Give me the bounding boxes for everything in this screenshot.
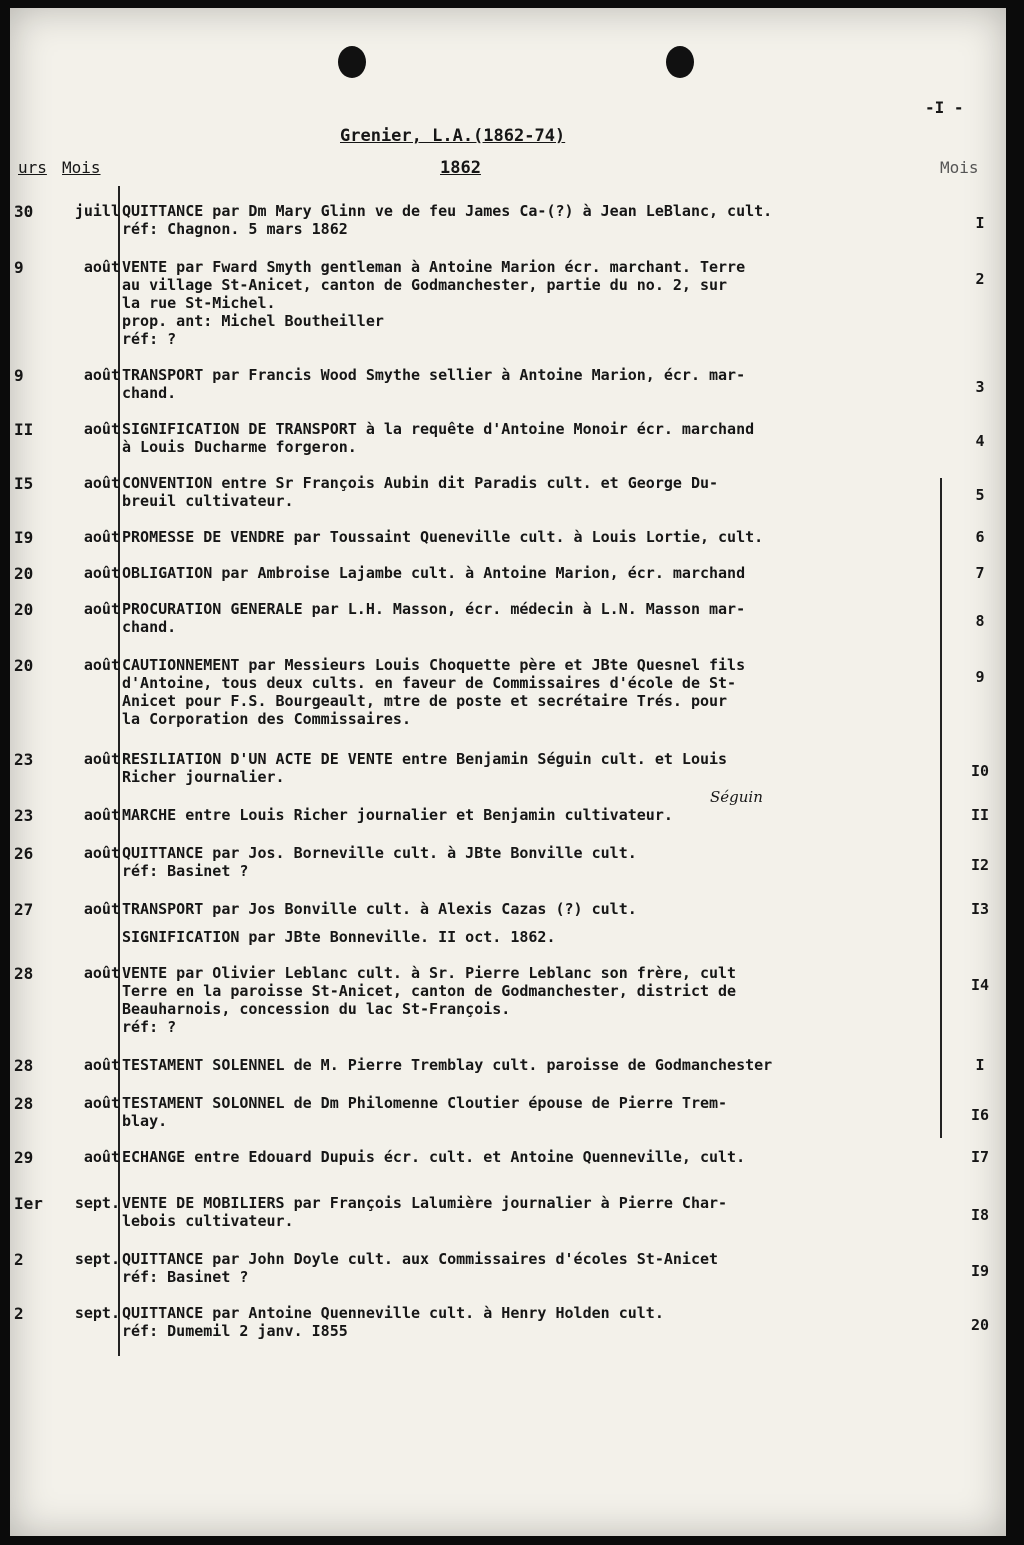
entry-description: CAUTIONNEMENT par Messieurs Louis Choquette père et JBte Quesnel fils d'Antoine, tous deux cults. en faveur de Commissaires d'école de St- Anicet pour F.S. Bourgeault, mtre de poste et secrétaire Trés. pour la Corporation des Commissaires.	[122, 656, 746, 728]
entry-description: SIGNIFICATION DE TRANSPORT à la requête d'Antoine Monoir écr. marchand à Louis Ducharme forgeron.	[122, 420, 755, 456]
entry-month: août	[83, 1094, 120, 1112]
entry-month: août	[83, 474, 120, 492]
entry-number: I7	[970, 1148, 990, 1166]
entry-description: ECHANGE entre Edouard Dupuis écr. cult. et Antoine Quenneville, cult.	[122, 1148, 746, 1166]
entry-day: 2	[14, 1304, 24, 1323]
entry-description: VENTE par Olivier Leblanc cult. à Sr. Pierre Leblanc son frère, cult Terre en la paroisse St-Anicet, canton de Godmanchester, district de Beauharnois, concession du lac St-François. réf: ?	[122, 964, 737, 1036]
entry-description: VENTE par Fward Smyth gentleman à Antoine Marion écr. marchant. Terre au village St-Anicet, canton de Godmanchester, partie du no. 2, sur la rue St-Michel. prop. ant: Michel Boutheiller réf: ?	[122, 258, 746, 348]
entry-description: TRANSPORT par Jos Bonville cult. à Alexis Cazas (?) cult.	[122, 900, 637, 918]
entry-number: I	[975, 214, 985, 232]
entry-description: QUITTANCE par Antoine Quenneville cult. à Henry Holden cult. réf: Dumemil 2 janv. I855	[122, 1304, 664, 1340]
entry-month: août	[83, 600, 120, 618]
entry-number: I2	[970, 856, 990, 874]
entry-description: PROCURATION GENERALE par L.H. Masson, écr. médecin à L.N. Masson mar- chand.	[122, 600, 746, 636]
entry-day: 9	[14, 366, 24, 385]
entry-month: août	[83, 656, 120, 674]
entry-day: 26	[14, 844, 34, 863]
entry-description: QUITTANCE par Jos. Borneville cult. à JBte Bonville cult. réf: Basinet ?	[122, 844, 637, 880]
entry-number: II	[970, 806, 990, 824]
entry-number: I9	[970, 1262, 990, 1280]
entry-number: 20	[970, 1316, 990, 1334]
document-page	[10, 8, 1006, 1536]
page-number: -I -	[925, 98, 964, 117]
entry-month: sept.	[74, 1194, 120, 1212]
entry-month: août	[83, 1056, 120, 1074]
entry-month: août	[83, 1148, 120, 1166]
column-rule	[118, 186, 120, 1356]
entry-number: I4	[970, 976, 990, 994]
entry-day: 30	[14, 202, 34, 221]
entry-description: QUITTANCE par John Doyle cult. aux Commissaires d'écoles St-Anicet réf: Basinet ?	[122, 1250, 719, 1286]
entry-month: sept.	[74, 1250, 120, 1268]
entry-number: I0	[970, 762, 990, 780]
entry-number: 2	[975, 270, 985, 288]
entry-number: 4	[975, 432, 985, 450]
entry-day: 20	[14, 600, 34, 619]
entry-day: 23	[14, 750, 34, 769]
entry-description: CONVENTION entre Sr François Aubin dit Paradis cult. et George Du- breuil cultivateur.	[122, 474, 719, 510]
entry-month: août	[83, 420, 120, 438]
entry-description: VENTE DE MOBILIERS par François Lalumière journalier à Pierre Char- lebois cultivateur.	[122, 1194, 728, 1230]
entry-number: 6	[975, 528, 985, 546]
entry-month: juill	[74, 202, 120, 220]
entry-day: 28	[14, 1094, 34, 1113]
entry-day: 2	[14, 1250, 24, 1269]
entry-month: août	[83, 844, 120, 862]
entry-description: TESTAMENT SOLONNEL de Dm Philomenne Cloutier épouse de Pierre Trem- blay.	[122, 1094, 728, 1130]
entry-number: 3	[975, 378, 985, 396]
header-jours: urs	[18, 158, 47, 177]
header-right: Mois	[940, 158, 979, 177]
entry-description: TESTAMENT SOLENNEL de M. Pierre Tremblay cult. paroisse de Godmanchester	[122, 1056, 773, 1074]
entry-day: 23	[14, 806, 34, 825]
entry-day: 28	[14, 964, 34, 983]
entry-month: août	[83, 750, 120, 768]
entry-day: 28	[14, 1056, 34, 1075]
entry-day: I5	[14, 474, 34, 493]
page-title: Grenier, L.A.(1862-74)	[340, 126, 566, 146]
punch-hole-left	[338, 46, 366, 78]
entry-day: 20	[14, 656, 34, 675]
entry-day: 29	[14, 1148, 34, 1167]
entry-month: août	[83, 366, 120, 384]
entry-day: 9	[14, 258, 24, 277]
entry-description: OBLIGATION par Ambroise Lajambe cult. à Antoine Marion, écr. marchand	[122, 564, 746, 582]
signification-note: SIGNIFICATION par JBte Bonneville. II oct. 1862.	[122, 928, 556, 946]
entry-number: 8	[975, 612, 985, 630]
entry-number: 7	[975, 564, 985, 582]
entry-number: I6	[970, 1106, 990, 1124]
entry-month: août	[83, 564, 120, 582]
entry-day: 27	[14, 900, 34, 919]
entry-day: I9	[14, 528, 34, 547]
entry-description: RESILIATION D'UN ACTE DE VENTE entre Benjamin Séguin cult. et Louis Richer journalier.	[122, 750, 728, 786]
punch-hole-right	[666, 46, 694, 78]
entry-description: PROMESSE DE VENDRE par Toussaint Queneville cult. à Louis Lortie, cult.	[122, 528, 764, 546]
entry-number: I8	[970, 1206, 990, 1224]
entry-month: août	[83, 528, 120, 546]
entry-number: I	[975, 1056, 985, 1074]
entry-day: 20	[14, 564, 34, 583]
entry-day: II	[14, 420, 34, 439]
entry-number: I3	[970, 900, 990, 918]
handwritten-annotation: Séguin	[710, 788, 763, 806]
entry-month: août	[83, 806, 120, 824]
entry-day: Ier	[14, 1194, 43, 1213]
entry-description: TRANSPORT par Francis Wood Smythe sellier à Antoine Marion, écr. mar- chand.	[122, 366, 746, 402]
header-mois: Mois	[62, 158, 101, 177]
entry-month: août	[83, 258, 120, 276]
header-year: 1862	[440, 158, 481, 178]
entry-description: QUITTANCE par Dm Mary Glinn ve de feu James Ca-(?) à Jean LeBlanc, cult. réf: Chagnon. 5 mars 1862	[122, 202, 773, 238]
entry-description: MARCHE entre Louis Richer journalier et Benjamin cultivateur.	[122, 806, 673, 824]
entry-number: 9	[975, 668, 985, 686]
entry-month: sept.	[74, 1304, 120, 1322]
entry-month: août	[83, 900, 120, 918]
entry-number: 5	[975, 486, 985, 504]
entry-month: août	[83, 964, 120, 982]
